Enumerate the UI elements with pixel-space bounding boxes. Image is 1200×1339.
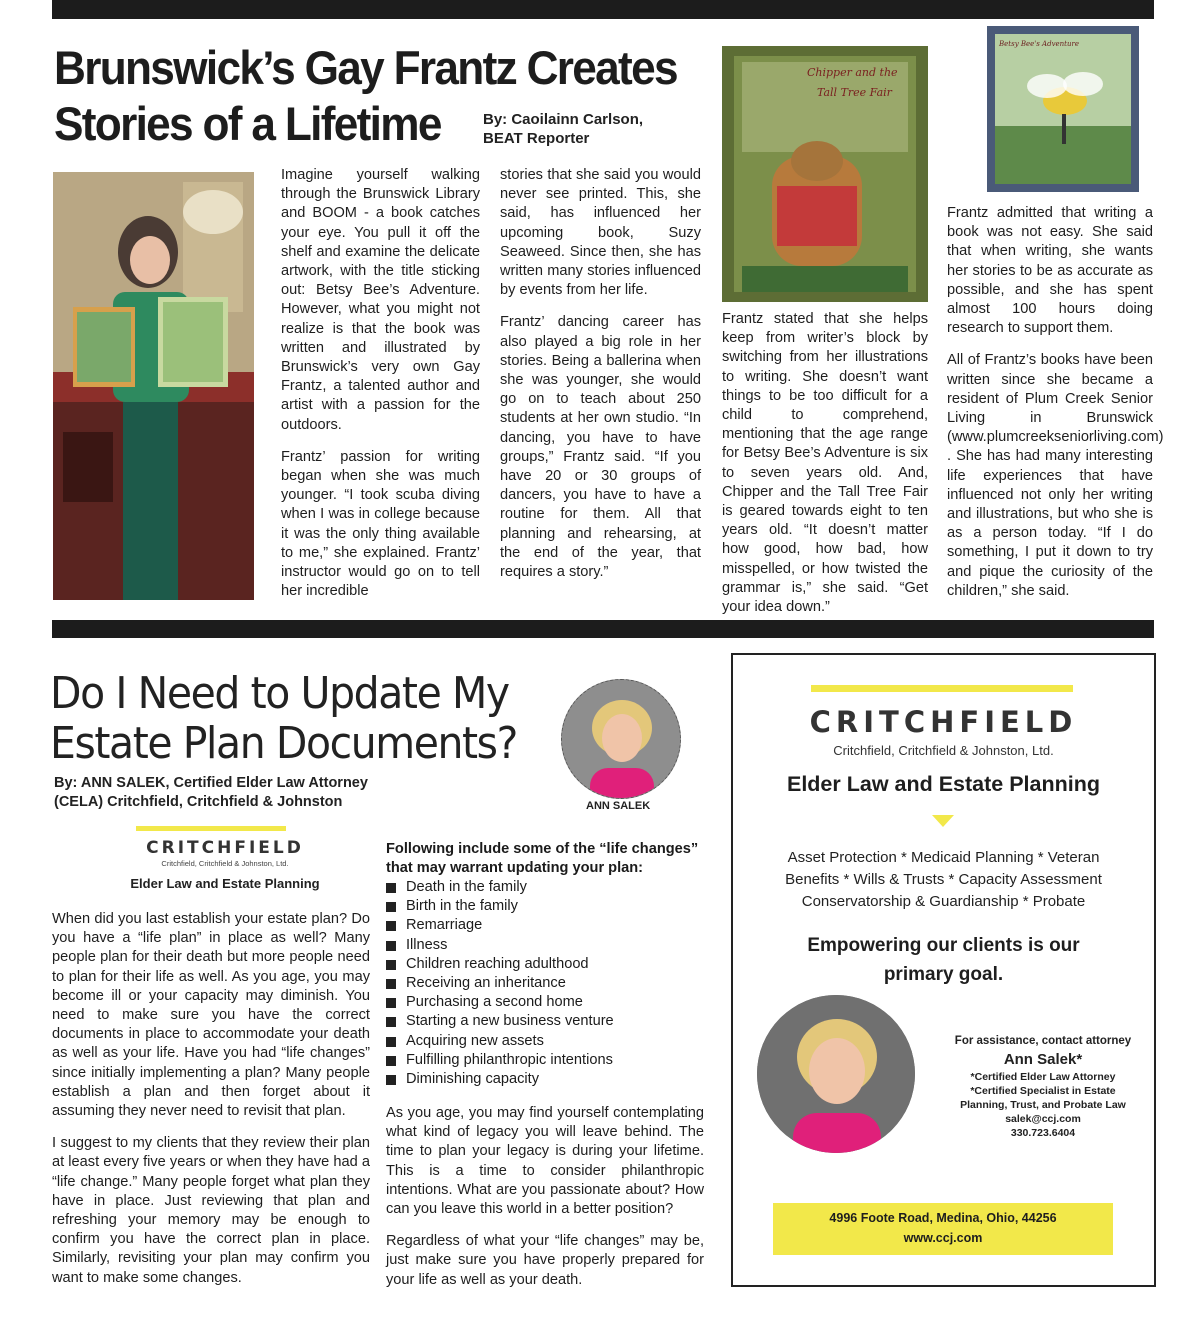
ad-address-box — [773, 1203, 1113, 1255]
article1-title-line2: Stories of a Lifetime — [54, 97, 441, 150]
book1-title-a: Chipper and the — [807, 66, 898, 79]
paragraph: Frantz’ dancing career has also played a big role in her stories. Being a ballerina when she was younger, she would go on to teach about 250 students at her own studio. “In dancing, you have to have groups,” Frantz said. “If you have 20 or 30 groups of dancers, you have to have a routine for them. All that planning and rehearsing, at the end of the year, that requires a story.” — [500, 314, 701, 581]
logo-tagline-small: Elder Law and Estate Planning — [130, 876, 320, 891]
list-item: Remarriage — [386, 916, 706, 935]
list-item: Birth in the family — [386, 897, 706, 916]
website-link[interactable]: www.ccj.com — [903, 1231, 983, 1245]
paragraph: As you age, you may find yourself contemplating what kind of legacy you will leave behind. The time to plan your legacy is during your lifetime. This is a time to consider philanthropic intentions. What are you passionate about? How can you leave this world in a better position? — [386, 1105, 704, 1218]
article2-byline: By: ANN SALEK, Certified Elder Law Attorney (CELA) Critchfield, Critchfield & Johnston — [54, 775, 368, 810]
life-changes-list — [386, 878, 706, 1089]
article1-column2 — [500, 166, 701, 595]
article1-column3 — [722, 310, 928, 630]
critchfield-logo-small: CRITCHFIELD — [146, 838, 304, 858]
list-item: Receiving an inheritance — [386, 974, 706, 993]
paragraph: When did you last establish your estate plan? Do you have a “life plan” in place as well? Many people plan for their death but more people need to plan for their life as well. As you age, you may become ill or your capacity may diminish. You need to make sure you have the correct documents in place to accommodate your death as well as your life. Have you had “life changes” since initially implementing a plan? Many people establish a plan and then forget about it assuming they never need to revisit that plan. — [52, 911, 370, 1120]
ad-goal: Empowering our clients is our primary goal. — [807, 935, 1080, 985]
email-link[interactable]: salek@ccj.com — [1005, 1113, 1081, 1125]
headshot-caption: ANN SALEK — [586, 800, 651, 812]
paragraph: Frantz stated that she helps keep from writer’s block by switching from her illustrations to writing. She doesn’t want things to be too difficult for a child to comprehend, mentioning that the age range for Betsy Bee’s Adventure is six to seven years old. And, Chipper and the Tall Tree Fair is geared towards eight to ten years old. “It doesn’t matter how good, how bad, how misspelled, or how twisted the grammar is,” she said. “Get your idea down.” — [722, 311, 928, 616]
article2-title-line2: Estate Plan Documents? — [50, 718, 517, 769]
book-cover-betsy — [987, 26, 1139, 192]
list-item: Death in the family — [386, 878, 706, 897]
logo-firm-small: Critchfield, Critchfield & Johnston, Ltd. — [161, 859, 289, 868]
book1-title-b: Tall Tree Fair — [817, 86, 892, 99]
address: 4996 Foote Road, Medina, Ohio, 44256 — [829, 1211, 1057, 1225]
attorney-name: Ann Salek* — [1003, 1051, 1083, 1068]
paragraph: Frantz admitted that writing a book was not easy. She said that when writing, she wants her stories to be as accurate as possible, and she has spent almost 100 hours doing research to support them. — [947, 205, 1153, 337]
critchfield-logo: CRITCHFIELD — [809, 705, 1078, 739]
list-item: Children reaching adulthood — [386, 955, 706, 974]
ad-firm: Critchfield, Critchfield & Johnston, Ltd. — [833, 743, 1054, 758]
list-item: Illness — [386, 936, 706, 955]
list-item: Diminishing capacity — [386, 1070, 706, 1089]
article1-byline: By: Caoilainn Carlson, BEAT Reporter — [483, 111, 644, 147]
paragraph: Frantz’ passion for writing began when she was much younger. “I took scuba diving when I was in college because it was the only thing available to me,” she explained. Frantz’ instructor would go on to tell her incredible — [281, 448, 480, 600]
paragraph: I suggest to my clients that they review their plan at least every five years or when they have had a “life change.” Many people forget what plan they have in place. Just reviewing that plan and refreshing your memory may be enough to confirm you have the correct plan in place. Similarly, revisiting your plan may confirm you want to make some changes. — [52, 1135, 370, 1286]
contact-intro: For assistance, contact attorney — [954, 1035, 1132, 1047]
ad-pointer — [932, 815, 954, 827]
book-cover-chipper — [722, 46, 928, 302]
list-item: Starting a new business venture — [386, 1012, 706, 1031]
article2-column2 — [386, 1104, 704, 1303]
article1-column1 — [281, 166, 480, 614]
section-divider-bar — [52, 620, 1154, 638]
article2-column1 — [52, 910, 370, 1301]
article2-title-line1: Do I Need to Update My — [50, 668, 509, 719]
critchfield-advertisement — [731, 653, 1156, 1287]
list-item: Fulfilling philanthropic intentions — [386, 1051, 706, 1070]
phone-number: 330.723.6404 — [1010, 1127, 1076, 1139]
list-item: Purchasing a second home — [386, 993, 706, 1012]
paragraph: stories that she said you would never see printed. This, she said, has influenced her upcoming book, Suzy Seaweed. Since then, she has written many stories influenced by events from her life. — [500, 167, 701, 299]
ad-services: Asset Protection * Medicaid Planning * Veteran Benefits * Wills & Trusts * Capacity Assessment Conservatorship & Guardianship * Probate — [785, 849, 1102, 910]
article2-list-heading: Following include some of the “life changes” that may warrant updating your plan: — [386, 841, 699, 876]
ann-salek-headshot-small — [561, 679, 681, 799]
article1-title-line1: Brunswick’s Gay Frantz Creates — [54, 41, 677, 94]
top-divider-bar — [52, 0, 1154, 19]
book2-title: Betsy Bee's Adventure — [999, 40, 1079, 48]
ad-yellow-line — [811, 685, 1073, 692]
paragraph: Regardless of what your “life changes” may be, just make sure you have properly prepared for your life as well as your death. — [386, 1233, 704, 1288]
author-photo — [53, 172, 254, 600]
ad-tagline: Elder Law and Estate Planning — [786, 772, 1100, 796]
logo-yellow-line — [136, 826, 286, 831]
ann-salek-headshot-large — [757, 995, 915, 1153]
paragraph: Imagine yourself walking through the Brunswick Library and BOOM - a book catches your eye. You pull it off the shelf and examine the delicate artwork, with the title sticking out: Betsy Bee’s Adventure. However, what you might not realize is that the book was written and illustrated by Brunswick’s very own Gay Frantz, a talented author and artist with a passion for the outdoors. — [281, 167, 480, 433]
article1-column4 — [947, 204, 1164, 614]
ad-contact: For assistance, contact attorney Ann Salek* *Certified Elder Law Attorney *Certified Specialist in Estate Planning, Trust, and Probate Law salek@ccj.com 330.723.6404 — [943, 1035, 1143, 1139]
paragraph: All of Frantz’s books have been written since she became a resident of Plum Creek Senior Living in Brunswick (www.plumcreekseniorliving.com) . She has had many interesting life experiences that have influenced not only her writing and illustrations, but who she is as a person today. “If I do something, I put it down to try and pique the curiosity of the children,” she said. — [947, 352, 1164, 599]
list-item: Acquiring new assets — [386, 1032, 706, 1051]
